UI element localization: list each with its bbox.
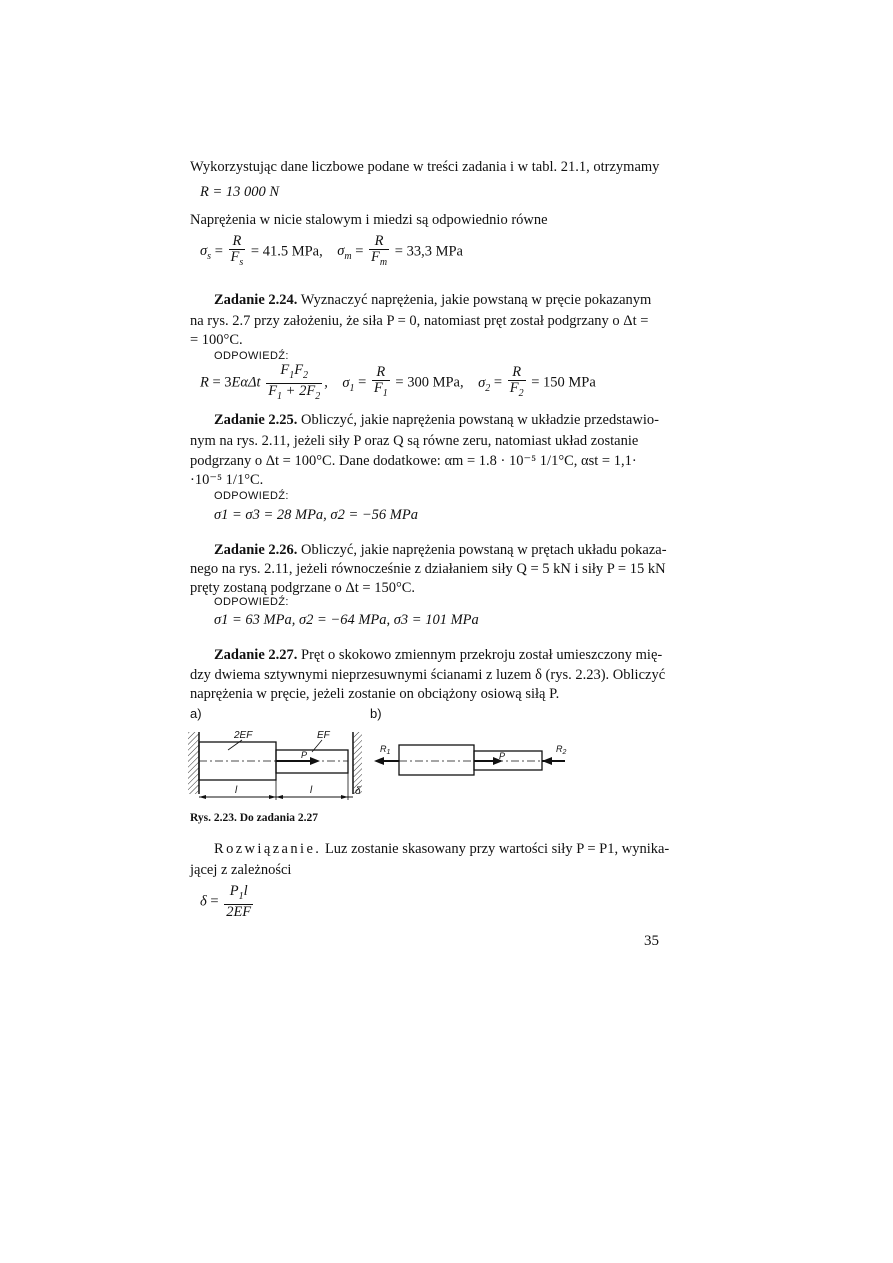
equation-R: R = 13 000 N <box>200 184 280 200</box>
solution-line1: Rozwiązanie. Luz zostanie skasowany przy wartości siły P = P1, wynika- <box>214 841 670 857</box>
rod-b-segment-1 <box>399 745 474 775</box>
fig-label-r1: $R_1$ <box>380 744 391 756</box>
task-2-27-line2: dzy dwiema sztywnymi nieprzesuwnymi ścianami z luzem δ (rys. 2.23). Obliczyć <box>190 667 666 683</box>
task-2-26-answer-label: ODPOWIEDŹ: <box>214 596 289 608</box>
solution-line2: jącej z zależności <box>190 862 292 878</box>
right-wall-hatch <box>353 732 362 794</box>
figure-caption: Rys. 2.23. Do zadania 2.27 <box>190 812 319 824</box>
fig-label-p-a: P <box>301 750 308 760</box>
fig-label-l2: l <box>310 785 313 796</box>
task-2-27-title: Zadanie 2.27. <box>214 647 298 663</box>
task-2-24-answer-label: ODPOWIEDŹ: <box>214 350 289 362</box>
intro-line: Wykorzystując dane liczbowe podane w treści zadania i w tabl. 21.1, otrzymamy <box>190 159 660 175</box>
fig-label-p-b: P <box>499 751 506 761</box>
fig-label-delta: δ <box>355 786 361 797</box>
fig-label-ef: EF <box>317 730 330 741</box>
sigma-s-value: = 41.5 MPa, <box>250 243 323 260</box>
task-2-25-line1: Zadanie 2.25. Obliczyć, jakie naprężenia powstaną w układzie przedstawio- <box>214 412 659 428</box>
task-2-25-title: Zadanie 2.25. <box>214 412 298 428</box>
dim-arrow-4 <box>341 795 348 799</box>
fig-label-l1: l <box>235 785 238 796</box>
task-2-25-line4: ·10⁻⁵ 1/1°C. <box>190 472 264 488</box>
reaction-r2-arrowhead <box>542 757 552 765</box>
task-2-25-line2: nym na rys. 2.11, jeżeli siły P oraz Q są równe zeru, natomiast układ zostanie <box>190 433 639 449</box>
task-2-27-line1: Zadanie 2.27. Pręt o skokowo zmiennym przekroju został umieszczony mię- <box>214 647 663 663</box>
task-2-26-answer: σ1 = 63 MPa, σ2 = −64 MPa, σ3 = 101 MPa <box>214 612 479 628</box>
task-2-26-line2: nego na rys. 2.11, jeżeli równocześnie z działaniem siły Q = 5 kN i siły P = 15 kN <box>190 561 666 577</box>
reaction-r1-arrowhead <box>374 757 384 765</box>
stress-intro-line: Naprężenia w nicie stalowym i miedzi są odpowiednio równe <box>190 212 548 228</box>
left-wall-hatch <box>188 732 199 794</box>
task-2-24-line2: na rys. 2.7 przy założeniu, że siła P = 0, natomiast pręt został podgrzany o Δt = <box>190 313 649 329</box>
dim-arrow-3 <box>276 795 283 799</box>
force-p-arrowhead-a <box>310 757 320 765</box>
fig-label-r2: $R_2$ <box>556 744 567 756</box>
task-2-24-line3: = 100°C. <box>190 332 243 348</box>
formula-delta: δ = $\frac{P_1l}{2EF}$ <box>200 883 252 920</box>
page-number: 35 <box>644 933 659 949</box>
fig-label-a: a) <box>190 706 202 721</box>
solution-label: Rozwiązanie. <box>214 841 322 857</box>
dim-arrow-2 <box>269 795 276 799</box>
figure-2-23 <box>170 700 590 812</box>
task-2-25-line3: podgrzany o Δt = 100°C. Dane dodatkowe: αm = 1.8 · 10⁻⁵ 1/1°C, αst = 1,1· <box>190 453 637 469</box>
fig-label-b: b) <box>370 706 382 721</box>
formula-sigma-s-m: $\sigma_s$ = $\frac{R}{F_s}$ = 41.5 MPa, $\sigma_m$ = $\frac{R}{F_m}$ = 33,3 MPa <box>200 233 463 268</box>
dim-arrow-1 <box>199 795 206 799</box>
task-2-25-answer: σ1 = σ3 = 28 MPa, σ2 = −56 MPa <box>214 507 418 523</box>
fig-label-2ef: 2EF <box>234 730 253 741</box>
task-2-24-answer: R = 3EαΔt $\frac{F_1F_2}{F_1 + 2F_2}$ , $\sigma_1$ = $\frac{R}{F_1}$ = 300 MPa, $\sigma_2$ = $\frac{R}{F_2}$ = 150 MPa <box>200 362 596 402</box>
task-2-26-line1: Zadanie 2.26. Obliczyć, jakie naprężenia powstaną w prętach układu pokaza- <box>214 542 667 558</box>
task-2-24-line1: Zadanie 2.24. Wyznaczyć naprężenia, jakie powstaną w pręcie pokazanym <box>214 292 652 308</box>
task-2-26-line3: pręty zostaną podgrzane o Δt = 150°C. <box>190 580 416 596</box>
task-2-26-title: Zadanie 2.26. <box>214 542 298 558</box>
sigma-m-value: = 33,3 MPa <box>394 243 463 260</box>
task-2-25-answer-label: ODPOWIEDŹ: <box>214 490 289 502</box>
task-2-27-line3: naprężenia w pręcie, jeżeli zostanie on obciążony osiową siłą P. <box>190 686 560 702</box>
task-2-24-title: Zadanie 2.24. <box>214 292 298 308</box>
